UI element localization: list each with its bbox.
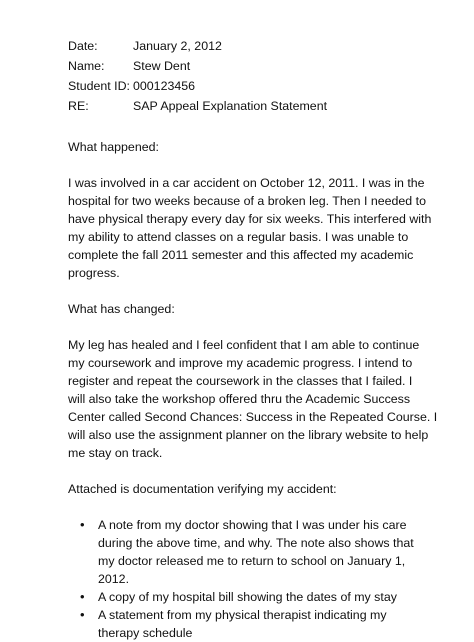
paragraph-line: my coursework and improve my academic progress. I intend to xyxy=(68,356,413,370)
name-label: Name: xyxy=(68,59,105,73)
list-item-line: A statement from my physical therapist indicating my xyxy=(98,608,387,622)
letter-content xyxy=(68,36,438,642)
list-item-line: A copy of my hospital bill showing the dates of my stay xyxy=(98,590,397,604)
attachment-list xyxy=(68,516,414,642)
list-item xyxy=(68,588,414,606)
list-item-line: during the above time, and why. The note also shows that xyxy=(98,536,414,550)
subject-row xyxy=(68,96,414,116)
what-happened-heading: What happened: xyxy=(68,140,159,154)
paragraph-line: I was involved in a car accident on October 12, 2011. I was in the xyxy=(68,176,425,190)
list-item-line: therapy schedule xyxy=(98,626,193,640)
attached-intro: Attached is documentation verifying my accident: xyxy=(68,482,337,496)
list-item-line: 2012. xyxy=(98,572,130,586)
what-happened-paragraph xyxy=(68,174,432,282)
paragraph-line: will also use the assignment planner on the library website to help xyxy=(68,428,429,442)
bullet-icon: • xyxy=(80,607,85,622)
paragraph-line: progress. xyxy=(68,266,120,280)
student-id-row xyxy=(68,76,414,96)
paragraph-line: register and repeat the coursework in the classes that I failed. I xyxy=(68,374,413,388)
name-value: Stew Dent xyxy=(133,59,191,73)
date-value: January 2, 2012 xyxy=(133,39,222,53)
paragraph-line: me stay on track. xyxy=(68,446,163,460)
date-label: Date: xyxy=(68,39,98,53)
date-row xyxy=(68,36,414,56)
name-row xyxy=(68,56,414,76)
list-item xyxy=(68,516,414,588)
subject-value: SAP Appeal Explanation Statement xyxy=(133,99,328,113)
bullet-icon: • xyxy=(80,589,85,604)
bullet-icon: • xyxy=(80,517,85,532)
paragraph-line: complete the fall 2011 semester and this affected my academic xyxy=(68,248,414,262)
student-id-value: 000123456 xyxy=(133,79,196,93)
student-id-label: Student ID: xyxy=(68,79,130,93)
paragraph-line: will also take the workshop offered thru the Academic Success xyxy=(68,392,411,406)
paragraph-line: Center called Second Chances: Success in the Repeated Course. I xyxy=(68,410,438,424)
paragraph-line: have physical therapy every day for six weeks. This interfered with xyxy=(68,212,432,226)
list-item-line: A note from my doctor showing that I was under his care xyxy=(98,518,407,532)
what-changed-heading: What has changed: xyxy=(68,302,175,316)
list-item-line: my doctor released me to return to school on January 1, xyxy=(98,554,406,568)
letter-header xyxy=(68,36,414,116)
paragraph-line: My leg has healed and I feel confident that I am able to continue xyxy=(68,338,420,352)
paragraph-line: hospital for two weeks because of a broken leg. Then I needed to xyxy=(68,194,426,208)
subject-label: RE: xyxy=(68,99,89,113)
list-item xyxy=(68,606,414,642)
what-changed-paragraph xyxy=(68,336,438,462)
paragraph-line: my ability to attend classes on a regular basis. I was unable to xyxy=(68,230,409,244)
